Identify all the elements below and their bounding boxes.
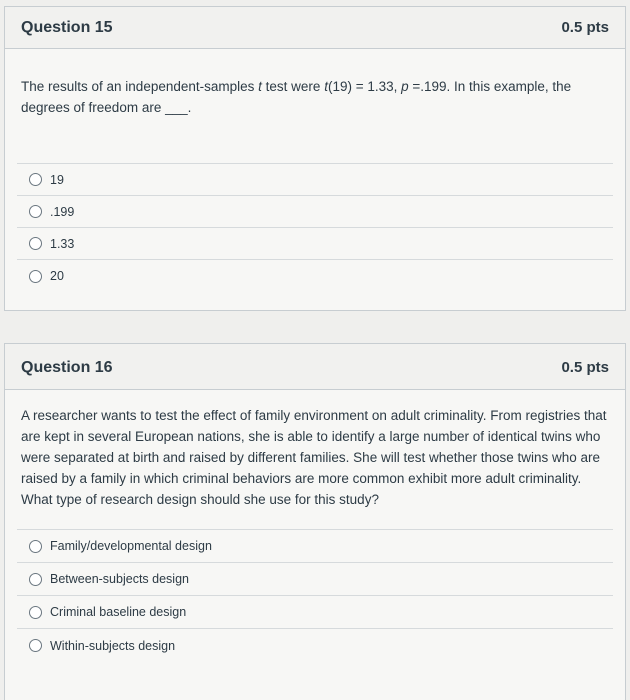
answer-option[interactable] <box>17 260 613 292</box>
answer-label: Within-subjects design <box>50 638 176 653</box>
question-15 <box>4 6 626 311</box>
question-header <box>5 344 625 390</box>
radio-button[interactable] <box>29 639 42 652</box>
question-title: Question 16 <box>21 358 113 376</box>
answer-label: 20 <box>50 269 64 283</box>
question-text <box>5 49 625 163</box>
radio-button[interactable] <box>29 270 42 283</box>
answer-option[interactable] <box>17 563 613 596</box>
answer-label: 19 <box>50 172 64 187</box>
question-text: A researcher wants to test the effect of family environment on adult criminality. From registries that are kept in several European nations, she is able to identify a large number of identical twins who were separated at birth and raised by different families. She will test whether those twins who are raised by a family in which criminal behaviors are more common exhibit more adult criminality. What type of research design should she use for this study? <box>21 408 607 507</box>
answer-option[interactable] <box>17 164 613 196</box>
answer-label: Family/developmental design <box>50 539 212 553</box>
question-points: 0.5 pts <box>561 19 609 36</box>
answer-option[interactable] <box>17 228 613 260</box>
answer-option[interactable] <box>17 530 613 563</box>
radio-button[interactable] <box>29 237 42 250</box>
answer-list <box>17 163 613 292</box>
text-segment: . <box>187 100 192 115</box>
text-segment: =.199. In this example, the degrees of freedom are <box>21 79 572 115</box>
question-16 <box>4 343 626 700</box>
answer-option[interactable] <box>17 629 613 662</box>
radio-button[interactable] <box>29 540 42 553</box>
radio-button[interactable] <box>29 173 42 186</box>
text-segment: The results of an independent-samples <box>21 79 259 94</box>
radio-button[interactable] <box>29 606 42 619</box>
text-segment: test were <box>261 79 325 94</box>
answer-label: Between-subjects design <box>50 572 189 586</box>
answer-label: Criminal baseline design <box>50 605 187 619</box>
text-italic-p: p <box>401 79 409 94</box>
answer-blank: ___ <box>165 100 188 115</box>
answer-label: 1.33 <box>50 236 75 251</box>
radio-button[interactable] <box>29 573 42 586</box>
question-title: Question 15 <box>21 18 113 36</box>
radio-button[interactable] <box>29 205 42 218</box>
text-italic-t: t <box>324 79 328 94</box>
answer-list <box>17 529 613 662</box>
answer-option[interactable] <box>17 196 613 228</box>
question-points: 0.5 pts <box>561 359 609 376</box>
text-segment: (19) = 1.33, <box>327 79 402 94</box>
question-header <box>5 7 625 49</box>
answer-option[interactable] <box>17 596 613 629</box>
answer-label: .199 <box>50 204 75 219</box>
text-italic-t: t <box>258 79 262 94</box>
